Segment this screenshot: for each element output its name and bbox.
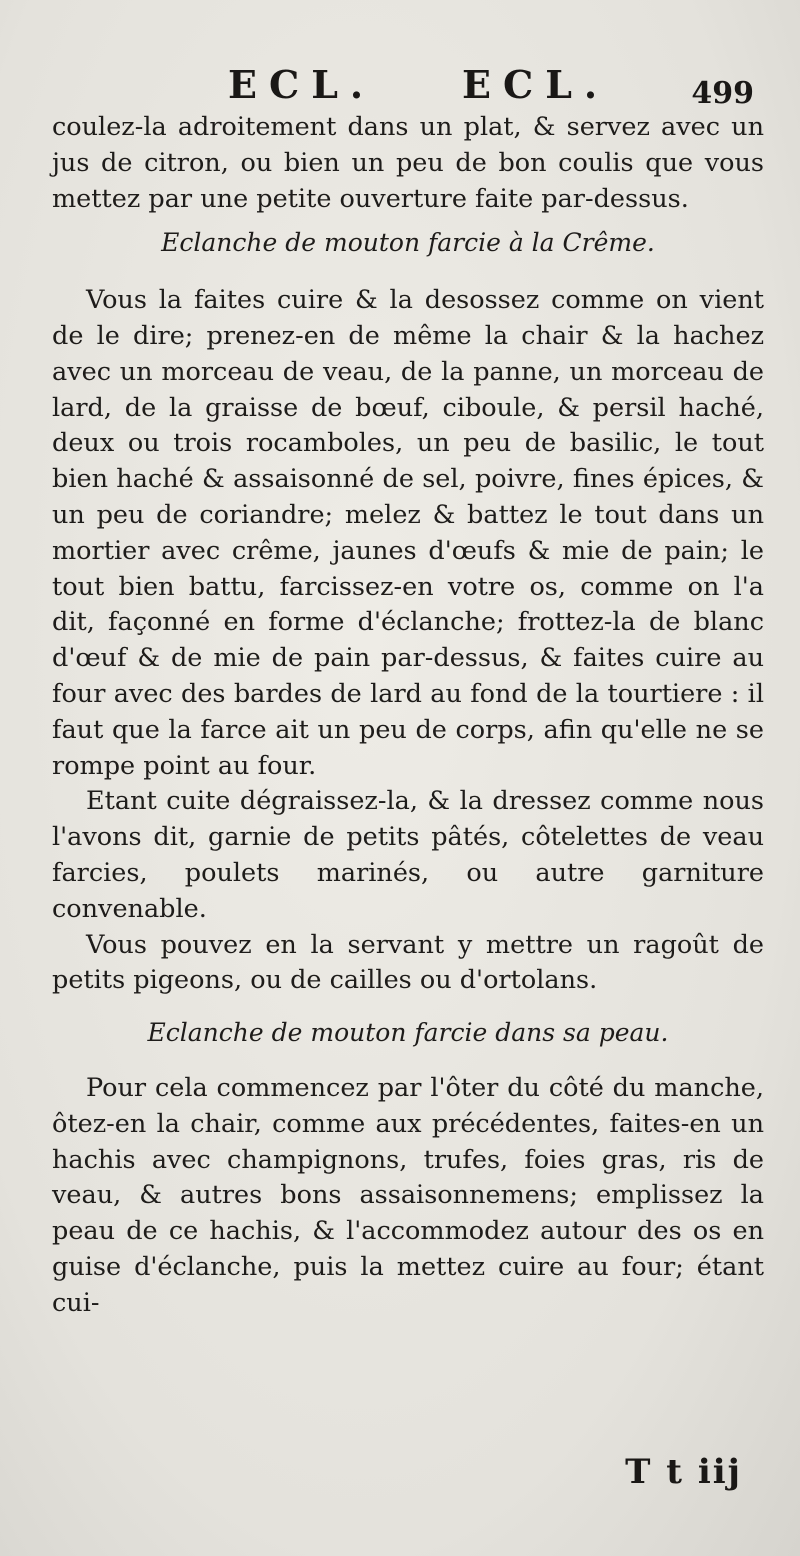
running-head-middle: ECL. (462, 62, 610, 107)
signature-mark: T t iij (625, 1452, 742, 1492)
page-number: 499 (691, 76, 754, 111)
paragraph-continuation: coulez-la adroitement dans un plat, & servez avec un jus de citron, ou bien un peu de bon coulis que vous mettez par une petite ouverture faite par-dessus. (52, 112, 764, 214)
running-head-left: ECL. (228, 62, 376, 107)
page-body (52, 110, 764, 1322)
paragraph-serving: Etant cuite dégraissez-la, & la dressez comme nous l'avons dit, garnie de petits pâtés, côtelettes de veau farcies, poulets marinés, ou autre garniture convenable. (52, 786, 764, 924)
paragraph-ragout: Vous pouvez en la servant y mettre un ragoût de petits pigeons, ou de cailles ou d'ortolans. (52, 929, 764, 996)
paragraph-recipe-creme: Vous la faites cuire & la desossez comme on vient de le dire; prenez-en de même la chair & la hachez avec un morceau de veau, de la panne, un morceau de lard, de la graisse de bœuf, ciboule, & persil haché, deux ou trois rocamboles, un peu de basilic, le tout bien haché & assaisonné de sel, poivre, fines épices, & un peu de coriandre; melez & battez le tout dans un mortier avec crême, jaunes d'œufs & mie de pain; le tout bien battu, farcissez-en votre os, comme on l'a dit, façonné en forme d'éclanche; frottez-la de blanc d'œuf & de mie de pain par-dessus, & faites cuire au four avec des bardes de lard au fond de la tourtiere : il faut que la farce ait un peu de corps, afin qu'elle ne se rompe point au four. (52, 285, 764, 781)
recipe-heading-creme: Eclanche de mouton farcie à la Crême. (161, 228, 655, 258)
paragraph-recipe-peau: Pour cela commencez par l'ôter du côté du manche, ôtez-en la chair, comme aux précédentes, faites-en un hachis avec champignons, trufes, foies gras, ris de veau, & autres bons assaisonnemens; emplissez la peau de ce hachis, & l'accommodez autour des os en guise d'éclanche, puis la mettez cuire au four; étant cui- (52, 1072, 764, 1318)
recipe-heading-peau: Eclanche de mouton farcie dans sa peau. (147, 1018, 669, 1048)
